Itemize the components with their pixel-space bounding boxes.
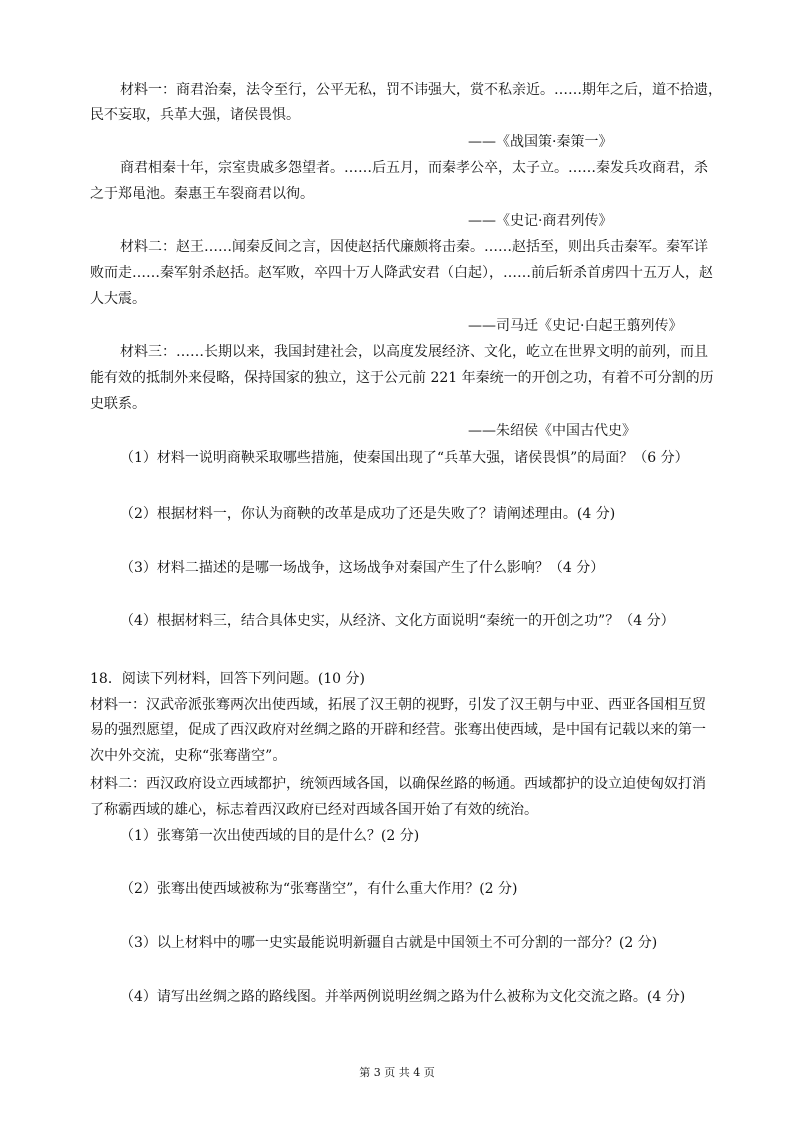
question-18-1: （1）张骞第一次出使西域的目的是什么？(2 分)	[120, 828, 420, 844]
material-18-2-line-2: 了称霸西域的雄心，标志着西汉政府已经对西域各国开始了有效的统治。	[90, 802, 538, 818]
material-18-1-line-1: 材料一：汉武帝派张骞两次出使西域，拓展了汉王朝的视野，引发了汉王朝与中亚、西亚各国相互贸	[90, 697, 706, 713]
material-1-line-1: 材料一：商君治秦，法令至行，公平无私，罚不讳强大，赏不私亲近。……期年之后，道不拾遗，	[120, 82, 722, 98]
question-18-heading: 18．阅读下列材料，回答下列问题。(10 分)	[90, 671, 366, 687]
question-17-1: （1）材料一说明商鞅采取哪些措施，使秦国出现了“兵革大强，诸侯畏惧”的局面？（6 分）	[120, 450, 689, 466]
material-18-1-line-3: 次中外交流，史称“张骞凿空”。	[90, 748, 287, 764]
material-3-source: ——朱绍侯《中国古代史》	[468, 423, 636, 439]
question-17-2: （2）根据材料一，你认为商鞅的改革是成功了还是失败了？请阐述理由。(4 分)	[120, 506, 616, 522]
material-2-line-2: 败而走……秦军射杀赵括。赵军败，卒四十万人降武安君（白起），……前后斩杀首虏四十五万人，赵	[90, 265, 713, 281]
material-3-line-2: 能有效的抵制外来侵略，保持国家的独立，这于公元前 221 年秦统一的开创之功，有着不可分割的历	[90, 370, 714, 386]
question-18-2: （2）张骞出使西域被称为“张骞凿空”，有什么重大作用？(2 分)	[120, 881, 518, 897]
material-1b-source: ——《史记·商君列传》	[468, 213, 613, 229]
material-1-source: ——《战国策·秦策一》	[468, 134, 613, 150]
material-1b-line-1: 商君相秦十年，宗室贵戚多怨望者。……后五月，而秦孝公卒，太子立。……秦发兵攻商君，杀	[120, 160, 708, 176]
question-18-3: （3）以上材料中的哪一史实最能说明新疆自古就是中国领土不可分割的一部分？(2 分)	[120, 935, 658, 951]
material-18-1-line-2: 易的强烈愿望，促成了西汉政府对丝绸之路的开辟和经营。张骞出使西域，是中国有记载以来的第一	[90, 722, 706, 738]
material-1b-line-2: 之于郑黾池。秦惠王车裂商君以徇。	[90, 186, 314, 202]
question-18-4: （4）请写出丝绸之路的路线图。并举两例说明丝绸之路为什么被称为文化交流之路。(4 分)	[120, 989, 686, 1005]
material-2-line-1: 材料二：赵王……闻秦反间之言，因使赵括代廉颇将击秦。……赵括至，则出兵击秦军。秦军详	[120, 239, 708, 255]
question-17-4: （4）根据材料三，结合具体史实，从经济、文化方面说明“秦统一的开创之功”？（4 分）	[120, 613, 675, 629]
material-3-line-1: 材料三：……长期以来，我国封建社会，以高度发展经济、文化，屹立在世界文明的前列，而且	[120, 344, 708, 360]
material-2-line-3: 人大震。	[90, 291, 146, 307]
page-footer: 第 3 页 共 4 页	[359, 1066, 435, 1079]
material-1-line-2: 民不妄取，兵革大强，诸侯畏惧。	[90, 107, 300, 123]
material-2-source: ——司马迁《史记·白起王翦列传》	[468, 318, 683, 334]
material-18-2-line-1: 材料二：西汉政府设立西域都护，统领西域各国，以确保丝路的畅通。西域都护的设立迫使匈奴打消	[90, 776, 706, 792]
material-3-line-3: 史联系。	[90, 396, 146, 412]
question-17-3: （3）材料二描述的是哪一场战争，这场战争对秦国产生了什么影响？（4 分）	[120, 560, 605, 576]
